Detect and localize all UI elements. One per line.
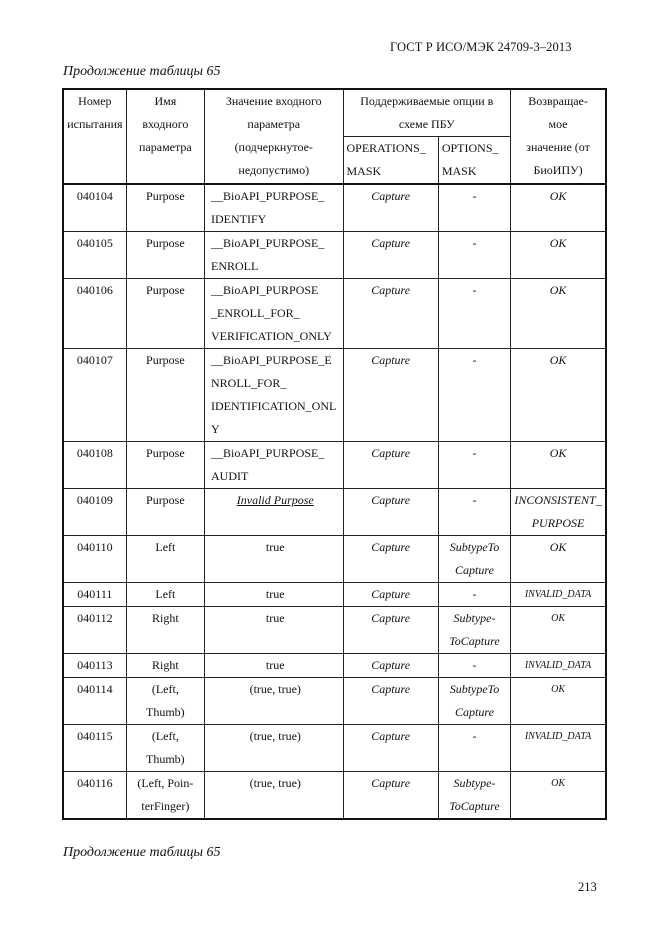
table-row xyxy=(63,725,606,772)
return-value-cell: OK xyxy=(511,678,606,725)
header-param-value: Значение входного параметра (подчеркнутое- недопустимо) xyxy=(205,89,344,184)
table-body xyxy=(63,184,606,819)
test-number-cell: 040112 xyxy=(63,607,126,654)
test-number-cell: 040106 xyxy=(63,279,126,349)
options-mask-cell: - xyxy=(438,349,510,442)
operations-mask-cell: Capture xyxy=(343,678,438,725)
return-value-cell: INVALID_DATA xyxy=(511,583,606,607)
return-value-cell: OK xyxy=(511,232,606,279)
header-return-value: Возвращае- мое значение (от БиоИПУ) xyxy=(511,89,606,184)
table-row xyxy=(63,536,606,583)
param-name-cell: Right xyxy=(126,654,204,678)
param-value-cell: (true, true) xyxy=(205,678,344,725)
table-row xyxy=(63,607,606,654)
header-options-mask: OPTIONS_ MASK xyxy=(438,137,510,185)
header-supported-options: Поддерживаемые опции в схеме ПБУ xyxy=(343,89,511,137)
param-name-cell: Right xyxy=(126,607,204,654)
param-value-cell: (true, true) xyxy=(205,725,344,772)
options-mask-cell: SubtypeTo Capture xyxy=(438,536,510,583)
return-value-cell: OK xyxy=(511,536,606,583)
param-value-cell: __BioAPI_PURPOSE _ENROLL_FOR_ VERIFICATION_ONLY xyxy=(205,279,344,349)
param-value-cell: true xyxy=(205,583,344,607)
param-name-cell: Purpose xyxy=(126,184,204,232)
table-row xyxy=(63,678,606,725)
param-value-cell: __BioAPI_PURPOSE_ IDENTIFY xyxy=(205,184,344,232)
table-row xyxy=(63,184,606,232)
param-value-cell: true xyxy=(205,654,344,678)
options-mask-cell: Subtype- ToCapture xyxy=(438,607,510,654)
table-row xyxy=(63,489,606,536)
return-value-cell: OK xyxy=(511,442,606,489)
param-name-cell: Purpose xyxy=(126,279,204,349)
test-number-cell: 040111 xyxy=(63,583,126,607)
header-param-name: Имя входного параметра xyxy=(126,89,204,184)
param-name-cell: (Left, Thumb) xyxy=(126,725,204,772)
test-number-cell: 040114 xyxy=(63,678,126,725)
table-row xyxy=(63,583,606,607)
operations-mask-cell: Capture xyxy=(343,184,438,232)
table-row xyxy=(63,279,606,349)
operations-mask-cell: Capture xyxy=(343,279,438,349)
header-test-no: Номер испытания xyxy=(63,89,126,184)
test-table xyxy=(62,88,607,820)
page-number: 213 xyxy=(578,880,597,894)
options-mask-cell: SubtypeTo Capture xyxy=(438,678,510,725)
param-value-cell: Invalid Purpose xyxy=(205,489,344,536)
test-number-cell: 040104 xyxy=(63,184,126,232)
return-value-cell: INVALID_DATA xyxy=(511,725,606,772)
operations-mask-cell: Capture xyxy=(343,349,438,442)
test-number-cell: 040113 xyxy=(63,654,126,678)
table-row xyxy=(63,654,606,678)
param-name-cell: Left xyxy=(126,583,204,607)
options-mask-cell: - xyxy=(438,442,510,489)
operations-mask-cell: Capture xyxy=(343,607,438,654)
param-name-cell: Left xyxy=(126,536,204,583)
operations-mask-cell: Capture xyxy=(343,583,438,607)
test-number-cell: 040109 xyxy=(63,489,126,536)
options-mask-cell: - xyxy=(438,232,510,279)
options-mask-cell: - xyxy=(438,279,510,349)
operations-mask-cell: Capture xyxy=(343,772,438,820)
table-row xyxy=(63,232,606,279)
operations-mask-cell: Capture xyxy=(343,536,438,583)
continuation-title-bottom: Продолжение таблицы 65 xyxy=(63,845,221,860)
options-mask-cell: - xyxy=(438,725,510,772)
table-row xyxy=(63,772,606,820)
param-name-cell: (Left, Poin- terFinger) xyxy=(126,772,204,820)
test-number-cell: 040108 xyxy=(63,442,126,489)
param-name-cell: Purpose xyxy=(126,349,204,442)
return-value-cell: OK xyxy=(511,607,606,654)
options-mask-cell: - xyxy=(438,184,510,232)
return-value-cell: INCONSISTENT_ PURPOSE xyxy=(511,489,606,536)
test-number-cell: 040105 xyxy=(63,232,126,279)
options-mask-cell: Subtype- ToCapture xyxy=(438,772,510,820)
operations-mask-cell: Capture xyxy=(343,489,438,536)
param-value-cell: __BioAPI_PURPOSE_ ENROLL xyxy=(205,232,344,279)
param-name-cell: (Left, Thumb) xyxy=(126,678,204,725)
test-number-cell: 040115 xyxy=(63,725,126,772)
header-operations-mask: OPERATIONS_ MASK xyxy=(343,137,438,185)
document-header: ГОСТ Р ИСО/МЭК 24709-3–2013 xyxy=(390,40,572,54)
param-name-cell: Purpose xyxy=(126,232,204,279)
return-value-cell: OK xyxy=(511,349,606,442)
test-number-cell: 040110 xyxy=(63,536,126,583)
options-mask-cell: - xyxy=(438,489,510,536)
continuation-title: Продолжение таблицы 65 xyxy=(63,64,221,79)
operations-mask-cell: Capture xyxy=(343,654,438,678)
param-value-cell: (true, true) xyxy=(205,772,344,820)
param-name-cell: Purpose xyxy=(126,442,204,489)
operations-mask-cell: Capture xyxy=(343,232,438,279)
param-name-cell: Purpose xyxy=(126,489,204,536)
options-mask-cell: - xyxy=(438,654,510,678)
return-value-cell: OK xyxy=(511,772,606,820)
return-value-cell: OK xyxy=(511,279,606,349)
param-value-cell: true xyxy=(205,607,344,654)
options-mask-cell: - xyxy=(438,583,510,607)
table-row xyxy=(63,349,606,442)
param-value-cell: __BioAPI_PURPOSE_ AUDIT xyxy=(205,442,344,489)
table-row xyxy=(63,442,606,489)
return-value-cell: INVALID_DATA xyxy=(511,654,606,678)
return-value-cell: OK xyxy=(511,184,606,232)
param-value-cell: __BioAPI_PURPOSE_E NROLL_FOR_ IDENTIFICATION_ONLY xyxy=(205,349,344,442)
operations-mask-cell: Capture xyxy=(343,442,438,489)
test-number-cell: 040107 xyxy=(63,349,126,442)
param-value-cell: true xyxy=(205,536,344,583)
test-number-cell: 040116 xyxy=(63,772,126,820)
operations-mask-cell: Capture xyxy=(343,725,438,772)
